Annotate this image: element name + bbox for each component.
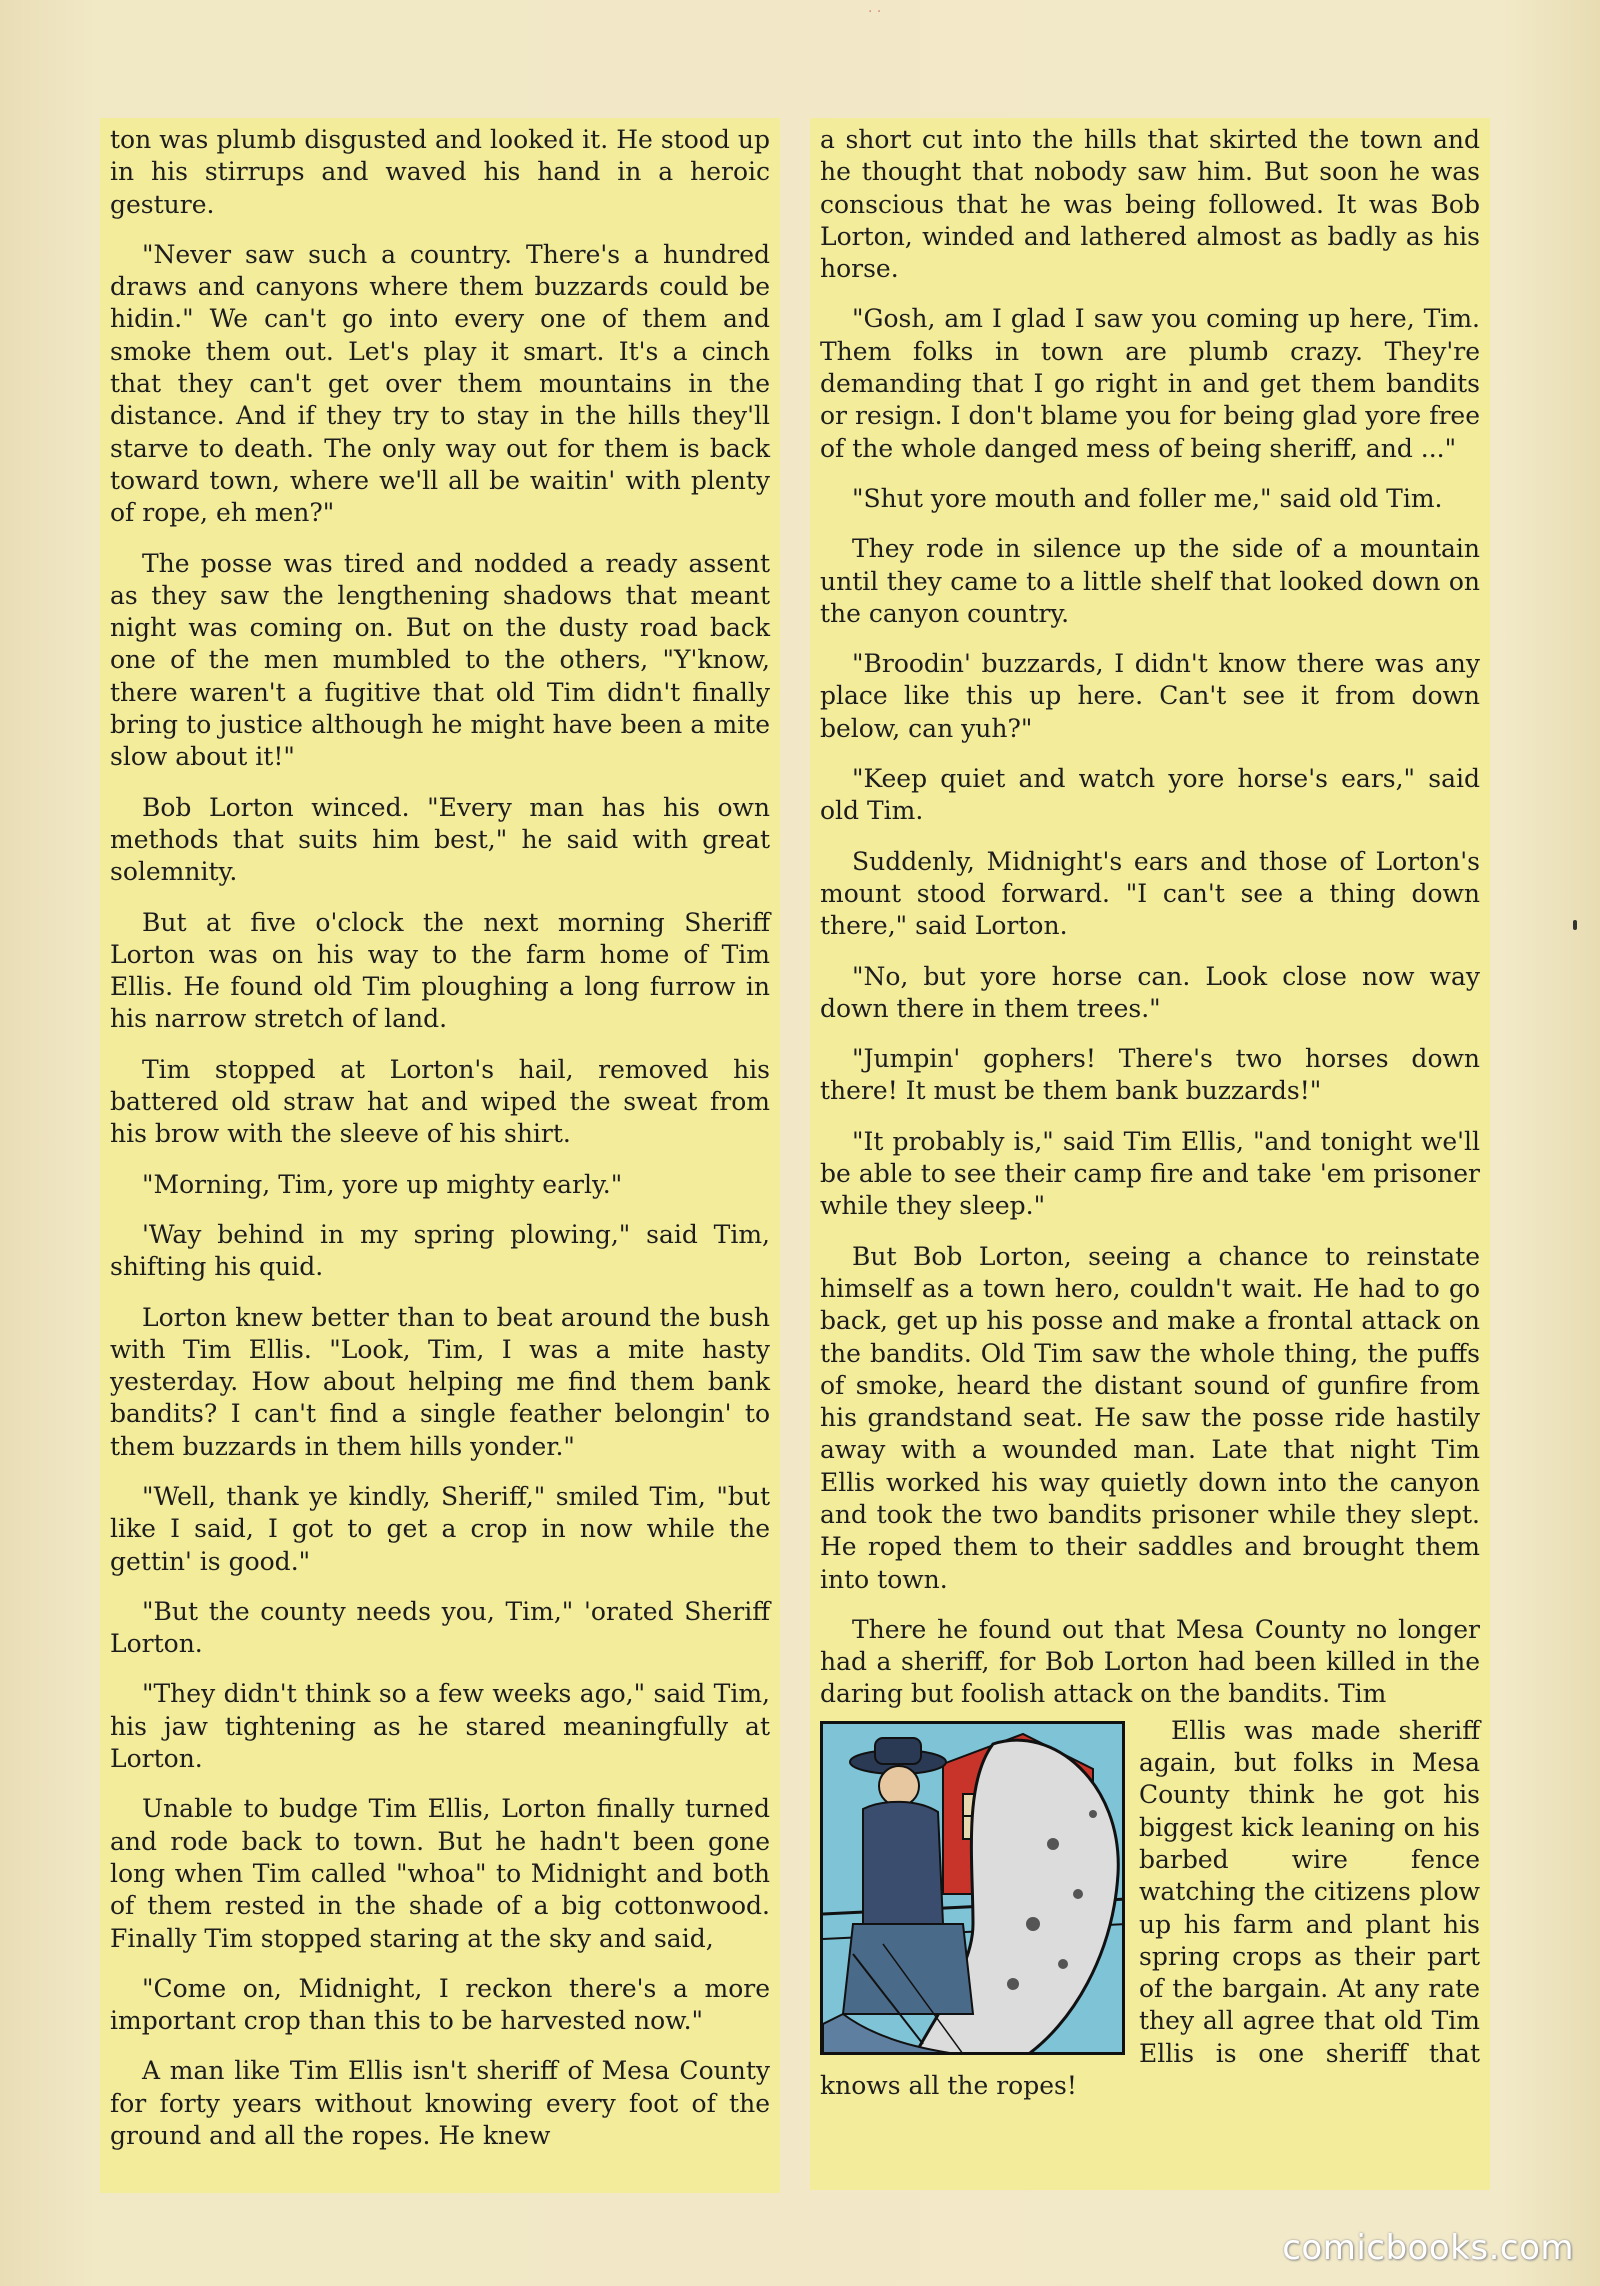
story-paragraph: "But the county needs you, Tim," 'orated Sheriff Lorton. [110,1596,770,1659]
story-paragraph: 'Way behind in my spring plowing," said Tim, shifting his quid. [110,1219,770,1282]
story-paragraph: But Bob Lorton, seeing a chance to reinstate himself as a town hero, couldn't wait. He had to go back, get up his posse and make a frontal attack on the bandits. Old Tim saw the whole thing, the puffs of smoke, heard the distant sound of gunfire from his grandstand seat. He saw the posse ride hastily away with a wounded man. Late that night Tim Ellis worked his way quietly down into the canyon and took the two bandits prisoner while they slept. He roped them to their saddles and brought them into town. [820,1241,1480,1594]
story-paragraph: But at five o'clock the next morning Sheriff Lorton was on his way to the farm home of Tim Ellis. He found old Tim ploughing a long furrow in his narrow stretch of land. [110,907,770,1034]
story-paragraph: The posse was tired and nodded a ready assent as they saw the lengthening shadows that meant night was coming on. But on the dusty road back one of the men mumbled to the others, "Y'know, there waren't a fugitive that old Tim didn't finally bring to justice although he might have been a mite slow about it!" [110,548,770,772]
text-column-left [100,118,780,2193]
text-column-right [810,118,1490,2190]
story-ending-text: Ellis was made sheriff again, but folks in Mesa County think he got his biggest kick leaning on his barbed wire fence watching the citizens plow up his farm and plant his spring crops as their part of the bargain. At any rate they all agree that old Tim Ellis is one sheriff that knows all the ropes! [820,1715,1480,2101]
story-paragraph: "Broodin' buzzards, I didn't know there was any place like this up here. Can't see it from down below, can yuh?" [820,649,1480,743]
story-paragraph: Unable to budge Tim Ellis, Lorton finally turned and rode back to town. But he hadn't been gone long when Tim called "whoa" to Midnight and both of them rested in the shade of a big cottonwood. Finally Tim stopped staring at the sky and said, [110,1794,770,1953]
story-paragraph: Suddenly, Midnight's ears and those of Lorton's mount stood forward. "I can't see a thing down there," said Lorton. [820,846,1480,941]
story-paragraph: A man like Tim Ellis isn't sheriff of Mesa County for forty years without knowing every foot of the ground and all the ropes. He knew [110,2056,770,2151]
story-paragraph: "It probably is," said Tim Ellis, "and tonight we'll be able to see their camp fire and take 'em prisoner while they sleep." [820,1126,1480,1221]
story-paragraph: "They didn't think so a few weeks ago," said Tim, his jaw tightening as he stared meaningfully at Lorton. [110,1679,770,1774]
story-paragraph: a short cut into the hills that skirted the town and he thought that nobody saw him. But soon he was conscious that he was being followed. It was Bob Lorton, winded and lathered almost as badly as his horse. [820,125,1480,284]
story-paragraph: They rode in silence up the side of a mountain until they came to a little shelf that looked down on the canyon country. [820,534,1480,628]
story-paragraph: Tim stopped at Lorton's hail, removed his battered old straw hat and wiped the sweat from his brow with the sleeve of his shirt. [110,1054,770,1149]
sheriff-on-horse-illustration [820,1721,1125,2055]
story-paragraph: "Jumpin' gophers! There's two horses down there! It must be them bank buzzards!" [820,1044,1480,1106]
story-paragraph: "No, but yore horse can. Look close now way down there in them trees." [820,961,1480,1023]
story-paragraph: "Morning, Tim, yore up mighty early." [142,1169,623,1199]
story-paragraph: "Shut yore mouth and foller me," said old Tim. [852,483,1443,513]
site-watermark: comicbooks.com [1282,2228,1574,2268]
illustrated-ending [820,1715,1480,2103]
page-speck [1573,920,1577,930]
story-paragraph: Bob Lorton winced. "Every man has his own methods that suits him best," he said with great solemnity. [110,792,770,887]
story-paragraph: ton was plumb disgusted and looked it. He stood up in his stirrups and waved his hand in a heroic gesture. [110,125,770,219]
story-paragraph: There he found out that Mesa County no longer had a sheriff, for Bob Lorton had been killed in the daring but foolish attack on the bandits. Tim [820,1614,1480,1709]
story-paragraph: "Well, thank ye kindly, Sheriff," smiled Tim, "but like I said, I got to get a crop in now while the gettin' is good." [110,1481,770,1576]
story-paragraph: "Keep quiet and watch yore horse's ears," said old Tim. [820,764,1480,826]
story-paragraph: "Gosh, am I glad I saw you coming up here, Tim. Them folks in town are plumb crazy. They're demanding that I go right in and get them bandits or resign. I don't blame you for being glad yore free of the whole danged mess of being sheriff, and ..." [820,304,1480,463]
story-paragraph: "Come on, Midnight, I reckon there's a more important crop than this to be harvested now." [110,1973,770,2036]
story-paragraph: "Never saw such a country. There's a hundred draws and canyons where them buzzards could be hidin." We can't go into every one of them and smoke them out. Let's play it smart. It's a cinch that they can't get over them mountains in the distance. And if they try to stay in the hills they'll starve to death. The only way out for them is back toward town, where we'll all be waitin' with plenty of rope, eh men?" [110,239,770,528]
illustration-art [823,1724,1125,2055]
page-edge-mark: · · [868,4,882,20]
story-paragraph: Lorton knew better than to beat around the bush with Tim Ellis. "Look, Tim, I was a mite hasty yesterday. How about helping me find them bank bandits? I can't find a single feather belongin' to them buzzards in them hills yonder." [110,1302,770,1461]
